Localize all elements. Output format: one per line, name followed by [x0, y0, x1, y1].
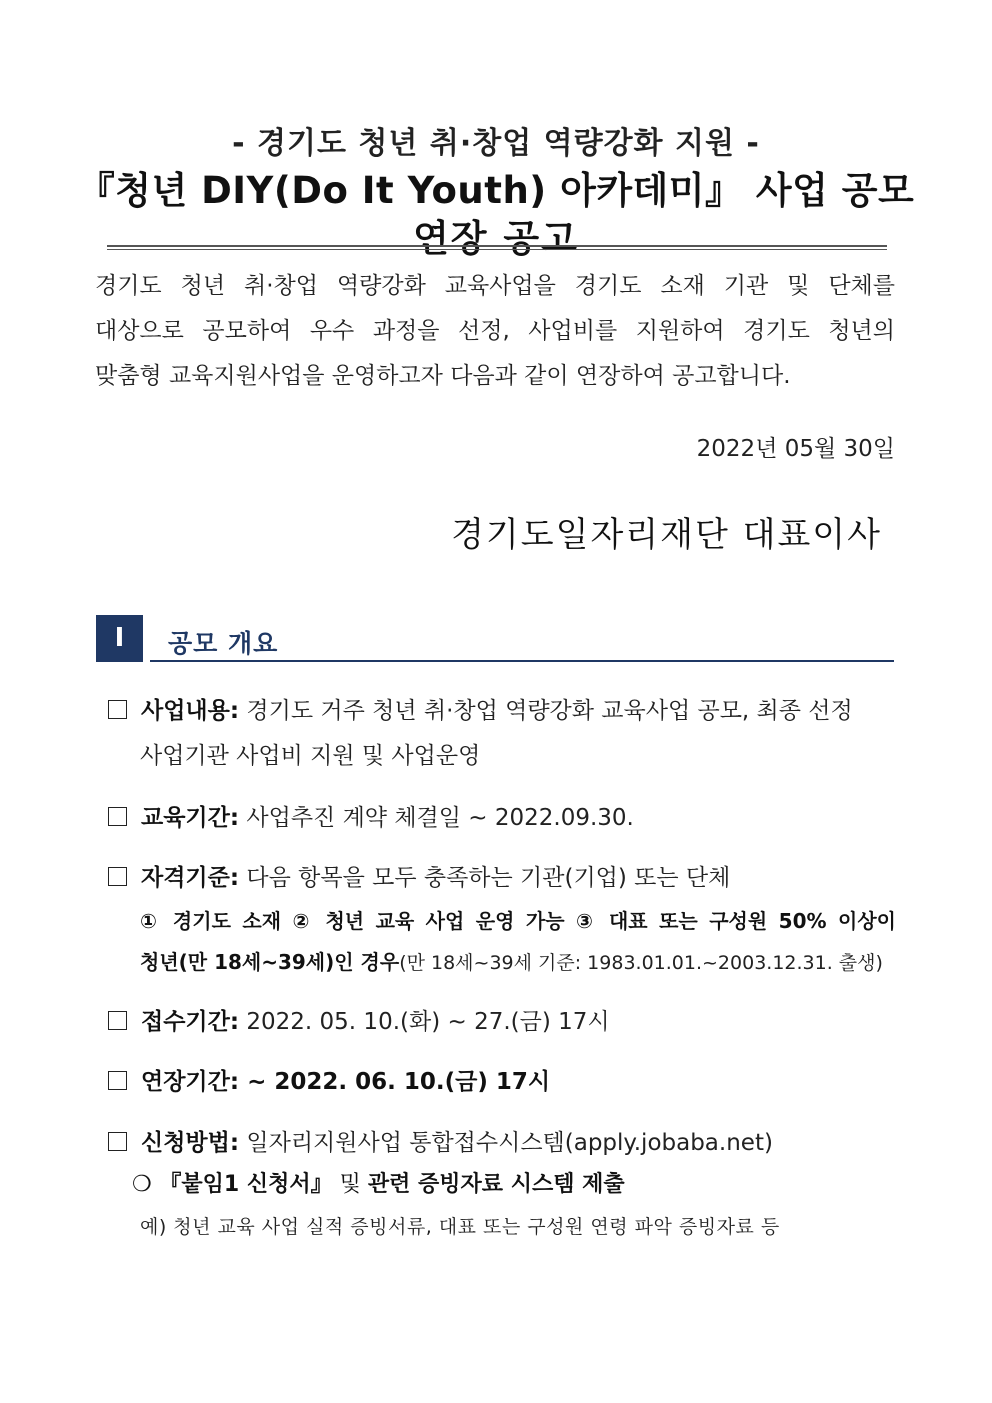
circle-bullet-icon: ❍ [132, 1172, 152, 1197]
item-label: 자격기준: [141, 865, 240, 891]
issuer-organization: 경기도일자리재단 대표이사 [451, 515, 882, 555]
item-label: 연장기간: [141, 1069, 240, 1095]
item-text: 경기도 거주 청년 취·창업 역량강화 교육사업 공모, 최종 선정 [239, 698, 853, 724]
item-label: 접수기간: [141, 1009, 240, 1035]
title-divider-thin [107, 249, 887, 250]
item-extension [108, 1063, 898, 1096]
intro-line-3: 맞춤형 교육지원사업을 운영하고자 다음과 같이 연장하여 공고합니다. [95, 363, 791, 389]
checkbox-square-icon [108, 1011, 127, 1030]
item-business-cont: 사업기관 사업비 지원 및 사업운영 [140, 743, 481, 769]
item-text: 2022. 05. 10.(화) ~ 27.(금) 17시 [239, 1009, 610, 1035]
submission-instruction: 관련 증빙자료 시스템 제출 [367, 1172, 625, 1197]
attachment-name: 『붙임1 신청서』 [151, 1172, 333, 1197]
checkbox-square-icon [108, 1071, 127, 1090]
qualification-conditions: ① 경기도 소재 ② 청년 교육 사업 운영 가능 ③ 대표 또는 구성원 50% 이상이 [140, 909, 896, 933]
item-label: 사업내용: [141, 698, 240, 724]
section-title: 공모 개요 [168, 629, 279, 658]
checkbox-square-icon [108, 700, 127, 719]
item-application [108, 1124, 898, 1157]
checkbox-square-icon [108, 1132, 127, 1151]
item-text: 사업추진 계약 체결일 ~ 2022.09.30. [239, 805, 634, 831]
title-divider [107, 245, 887, 247]
qualification-youth-condition: 청년(만 18세~39세)인 경우 [140, 950, 400, 974]
connector-text: 및 [332, 1172, 368, 1197]
item-text: 일자리지원사업 통합접수시스템(apply.jobaba.net) [239, 1130, 773, 1156]
item-label: 신청방법: [141, 1130, 240, 1156]
notice-title: 『청년 DIY(Do It Youth) 아카데미』 사업 공모 [77, 169, 915, 212]
checkbox-square-icon [108, 807, 127, 826]
item-reception [108, 1003, 898, 1036]
notice-date: 2022년 05월 30일 [696, 436, 895, 462]
checkbox-square-icon [108, 867, 127, 886]
item-text: ~ 2022. 06. 10.(금) 17시 [239, 1069, 551, 1095]
item-business [108, 692, 898, 725]
application-example: 예) 청년 교육 사업 실적 증빙서류, 대표 또는 구성원 연령 파악 증빙자료 등 [140, 1216, 780, 1238]
notice-title-line2: 연장 공고 [413, 217, 579, 260]
notice-subtitle: - 경기도 청년 취·창업 역량강화 지원 - [232, 126, 760, 161]
item-label: 교육기간: [141, 805, 240, 831]
application-sub-item [132, 1167, 625, 1198]
qualification-conditions-cont [140, 946, 896, 975]
item-text: 다음 항목을 모두 충족하는 기관(기업) 또는 단체 [239, 865, 731, 891]
item-qualification [108, 859, 898, 892]
section-underline [150, 660, 894, 662]
intro-line-2: 대상으로 공모하여 우수 과정을 선정, 사업비를 지원하여 경기도 청년의 [95, 318, 895, 344]
item-education [108, 799, 898, 832]
section-number-badge: Ⅰ [96, 615, 143, 662]
intro-line-1: 경기도 청년 취·창업 역량강화 교육사업을 경기도 소재 기관 및 단체를 [95, 273, 895, 299]
qualification-age-note: (만 18세~39세 기준: 1983.01.01.~2003.12.31. 출생) [399, 952, 883, 974]
